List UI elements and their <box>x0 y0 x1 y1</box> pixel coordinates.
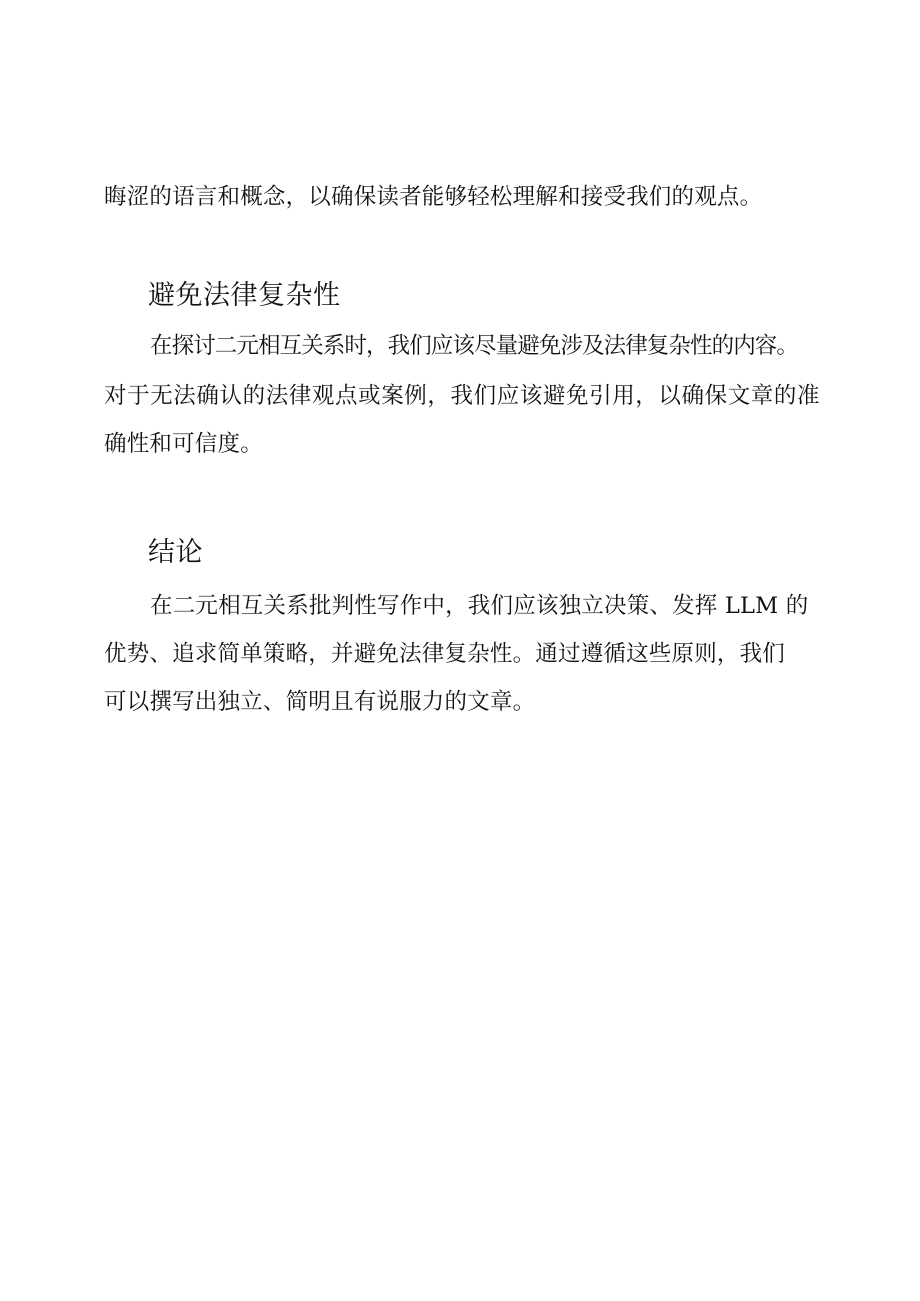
conclusion-paragraph-line-3: 可以撰写出独立、简明且有说服力的文章。 <box>104 689 536 715</box>
legal-paragraph-line-1: 在探讨二元相互关系时，我们应该尽量避免涉及法律复杂性的内容。 <box>150 333 799 359</box>
section-heading-avoid-legal-complexity: 避免法律复杂性 <box>148 280 341 311</box>
conclusion-paragraph-line-2: 优势、追求简单策略，并避免法律复杂性。通过遵循这些原则，我们 <box>104 641 786 667</box>
section-heading-conclusion: 结论 <box>148 537 203 568</box>
intro-paragraph-line-1: 晦涩的语言和概念，以确保读者能够轻松理解和接受我们的观点。 <box>104 184 763 210</box>
legal-paragraph-line-2: 对于无法确认的法律观点或案例，我们应该避免引用，以确保文章的准 <box>104 383 821 409</box>
legal-paragraph-line-3: 确性和可信度。 <box>104 431 263 457</box>
conclusion-paragraph-line-1: 在二元相互关系批判性写作中，我们应该独立决策、发挥 LLM 的 <box>150 593 809 619</box>
